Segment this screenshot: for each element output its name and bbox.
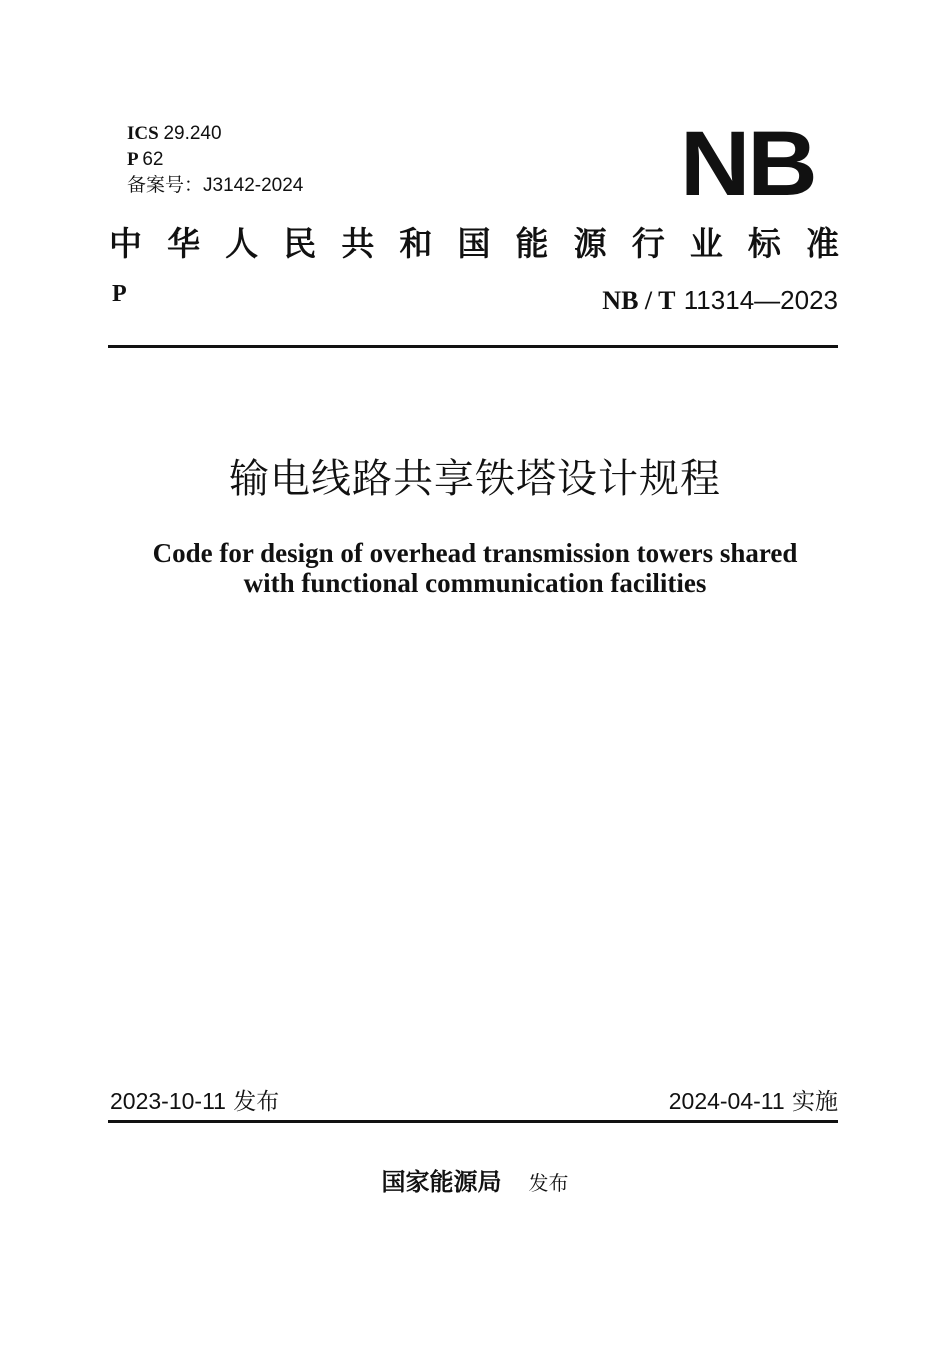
standard-code: 11314—2023: [683, 285, 838, 315]
industry-heading-char: 民: [283, 224, 317, 263]
issue-date-block: [110, 1086, 279, 1117]
english-title-line-1: Code for design of overhead transmission towers shared: [152, 538, 798, 568]
classification-code: [127, 147, 303, 173]
industry-heading-char: 准: [805, 224, 839, 263]
industry-heading-char: 能: [515, 224, 549, 263]
implementation-date: 2024-04-11: [668, 1088, 785, 1114]
industry-heading-char: 中: [109, 224, 142, 263]
classification-letter: P: [112, 281, 127, 307]
issuer-action: 发布: [528, 1171, 569, 1195]
issue-label: 发布: [233, 1089, 280, 1115]
industry-heading-char: 国: [457, 224, 491, 263]
industry-heading-char: 行: [631, 224, 665, 263]
nb-logo: NB: [680, 113, 815, 215]
issuer-organization: 国家能源局: [381, 1167, 502, 1196]
ics-code: [127, 121, 303, 147]
industry-heading-char: 和: [399, 224, 433, 263]
industry-heading-char: 华: [167, 224, 201, 263]
bottom-divider: [108, 1120, 838, 1123]
cover-metadata: [127, 121, 303, 199]
implementation-label: 实施: [792, 1089, 838, 1115]
issue-date: 2023-10-11: [110, 1088, 226, 1114]
issuer-line: [0, 1162, 950, 1197]
industry-heading-char: 人: [225, 224, 259, 263]
industry-heading-char: 标: [747, 224, 781, 263]
classification-value: 62: [142, 149, 164, 170]
industry-standard-heading: [109, 222, 839, 266]
english-title-line-2: with functional communication facilities: [243, 568, 707, 598]
ics-label: ICS: [127, 123, 159, 144]
industry-heading-char: 源: [573, 224, 607, 263]
classification-label: P: [127, 149, 138, 170]
industry-heading-char: 业: [689, 224, 723, 263]
standard-prefix: NB / T: [602, 286, 676, 315]
top-divider: [108, 345, 838, 348]
chinese-title: 输电线路共享铁塔设计规程: [229, 456, 721, 502]
industry-heading-char: 共: [341, 224, 375, 263]
english-title: [60, 538, 890, 598]
ics-value: 29.240: [163, 123, 222, 144]
implementation-date-block: [669, 1086, 838, 1117]
record-number: 备案号：J3142-2024: [127, 175, 304, 196]
standard-number: [602, 283, 838, 318]
